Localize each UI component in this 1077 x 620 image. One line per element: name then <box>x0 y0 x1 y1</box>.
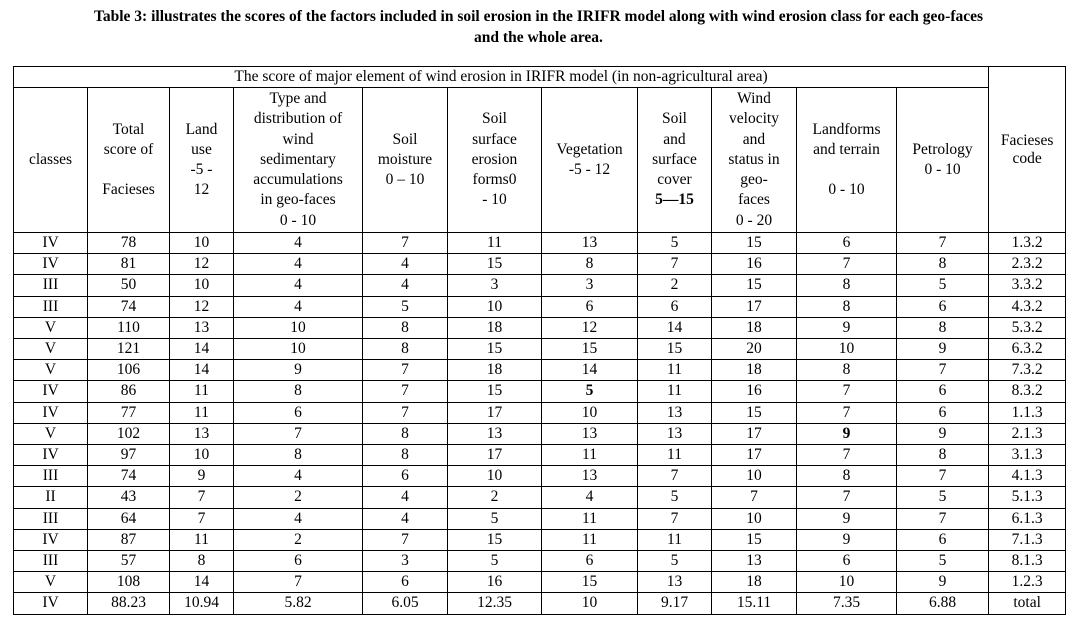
table-cell: 50 <box>88 275 170 296</box>
header-land-use-line: -5 - <box>190 161 213 178</box>
table-cell: 15 <box>448 529 542 550</box>
table-cell: 7 <box>363 529 448 550</box>
table-cell: 4 <box>363 254 448 275</box>
table-cell: 7 <box>234 572 363 593</box>
table-cell: 14 <box>170 572 234 593</box>
table-cell: 5 <box>448 551 542 572</box>
table-cell: 10 <box>448 296 542 317</box>
table-cell: 10.94 <box>170 593 234 614</box>
table-cell: IV <box>14 233 88 254</box>
table-cell: 5.3.2 <box>989 317 1066 338</box>
table-cell: 1.1.3 <box>989 402 1066 423</box>
table-cell: 11 <box>638 360 712 381</box>
table-cell: 8.3.2 <box>989 381 1066 402</box>
table-cell: 10 <box>712 466 797 487</box>
table-cell: 10 <box>234 317 363 338</box>
table-cell: 12.35 <box>448 593 542 614</box>
table-cell: 2 <box>638 275 712 296</box>
header-wind-velocity-line: faces <box>738 191 770 209</box>
table-cell: 4.1.3 <box>989 466 1066 487</box>
table-cell: 8 <box>170 551 234 572</box>
header-classes <box>14 88 88 233</box>
table-cell: 3 <box>542 275 638 296</box>
table-cell: 11 <box>170 381 234 402</box>
header-land-use <box>170 88 234 233</box>
table-cell: 7.35 <box>797 593 897 614</box>
table-cell: 6.1.3 <box>989 508 1066 529</box>
table-cell: 7 <box>638 466 712 487</box>
table-cell: 8 <box>897 254 989 275</box>
table-cell: 13 <box>638 402 712 423</box>
caption-line-2: and the whole area. <box>474 29 603 46</box>
table-row <box>14 402 1066 423</box>
header-soil-surface-erosion-line: forms0 <box>472 171 517 189</box>
table-cell: total <box>989 593 1066 614</box>
table-cell: 106 <box>88 360 170 381</box>
table-cell: 15 <box>448 339 542 360</box>
table-cell: 7 <box>797 402 897 423</box>
header-total-score-line: Facieses <box>102 181 155 199</box>
table-cell: V <box>14 423 88 444</box>
table-cell: 7 <box>897 508 989 529</box>
table-cell: 8 <box>234 445 363 466</box>
table-cell: 10 <box>797 572 897 593</box>
header-vegetation <box>542 88 638 233</box>
table-caption <box>0 6 1077 48</box>
header-sedimentary-accumulations <box>234 88 363 233</box>
header-facieses-code-line: code <box>1012 149 1042 167</box>
table-row <box>14 254 1066 275</box>
table-cell: 121 <box>88 339 170 360</box>
header-sedimentary-accumulations-line: sedimentary <box>260 150 336 168</box>
table-cell: 10 <box>797 339 897 360</box>
table-cell: 11 <box>170 529 234 550</box>
table-cell: 15.11 <box>712 593 797 614</box>
header-soil-moisture-line: 0 – 10 <box>385 171 425 189</box>
table-cell: 6 <box>234 551 363 572</box>
table-cell: 11 <box>638 529 712 550</box>
table-cell: 6 <box>897 296 989 317</box>
table-row <box>14 339 1066 360</box>
table-cell: 6 <box>797 233 897 254</box>
table-cell: 10 <box>170 275 234 296</box>
table-cell: 6 <box>542 296 638 317</box>
header-facieses-code-line: Facieses <box>1000 131 1054 149</box>
table-cell: 43 <box>88 487 170 508</box>
table-cell: III <box>14 296 88 317</box>
table-cell: 57 <box>88 551 170 572</box>
header-total-score-line: score of <box>103 140 154 158</box>
table-cell: 2.3.2 <box>989 254 1066 275</box>
table-cell: 3 <box>448 275 542 296</box>
table-cell: 7 <box>897 233 989 254</box>
table-cell: 11 <box>638 381 712 402</box>
header-petrology <box>897 88 989 233</box>
table-cell: 9 <box>797 423 897 444</box>
table-cell: 15 <box>448 381 542 402</box>
table-row <box>14 466 1066 487</box>
table-cell: II <box>14 487 88 508</box>
table-cell: 7 <box>363 402 448 423</box>
table-row <box>14 572 1066 593</box>
table-cell: 18 <box>712 572 797 593</box>
table-cell: 6 <box>363 466 448 487</box>
table-cell: 16 <box>712 381 797 402</box>
table-cell: 18 <box>448 317 542 338</box>
table-cell: 8 <box>797 296 897 317</box>
table-cell: V <box>14 317 88 338</box>
table-cell: 15 <box>712 402 797 423</box>
table-cell: 7 <box>363 233 448 254</box>
table-cell: 5.1.3 <box>989 487 1066 508</box>
table-cell: IV <box>14 529 88 550</box>
table-cell: 4 <box>234 233 363 254</box>
table-cell: 8 <box>363 339 448 360</box>
table-cell: 3.1.3 <box>989 445 1066 466</box>
table-cell: 13 <box>712 551 797 572</box>
header-wind-velocity-line: 0 - 20 <box>735 211 773 229</box>
table-cell: 88.23 <box>88 593 170 614</box>
table-cell: 17 <box>712 423 797 444</box>
header-petrology-line: 0 - 10 <box>924 161 961 178</box>
table-cell: 81 <box>88 254 170 275</box>
table-cell: 20 <box>712 339 797 360</box>
header-wind-velocity-line: Wind <box>737 90 771 108</box>
header-total-score <box>88 88 170 233</box>
table-cell: 86 <box>88 381 170 402</box>
header-soil-surface-erosion-line: Soil <box>482 110 507 128</box>
table-cell: 18 <box>712 317 797 338</box>
header-vegetation-line: Vegetation <box>556 140 623 158</box>
table-cell: 8 <box>363 423 448 444</box>
header-soil-moisture-line: moisture <box>377 150 433 168</box>
table-cell: 10 <box>542 593 638 614</box>
table-cell: V <box>14 339 88 360</box>
table-cell: 17 <box>712 445 797 466</box>
header-sedimentary-accumulations-line: Type and <box>269 90 327 108</box>
table-cell: 8 <box>897 445 989 466</box>
header-sedimentary-accumulations-line: in geo-faces <box>260 191 336 209</box>
table-cell: 10 <box>542 402 638 423</box>
header-soil-moisture-line: Soil <box>392 130 418 148</box>
table-cell: 12 <box>542 317 638 338</box>
table-cell: 4 <box>542 487 638 508</box>
header-soil-surface-erosion <box>448 88 542 233</box>
table-cell: 13 <box>542 423 638 444</box>
table-cell: 4 <box>234 466 363 487</box>
table-cell: 9 <box>797 508 897 529</box>
table-cell: 5 <box>448 508 542 529</box>
table-cell: 9 <box>897 572 989 593</box>
table-cell: 15 <box>448 254 542 275</box>
table-cell: 14 <box>170 339 234 360</box>
table-row <box>14 508 1066 529</box>
table-cell: 78 <box>88 233 170 254</box>
table-cell: 6.05 <box>363 593 448 614</box>
table-cell: 4 <box>363 275 448 296</box>
table-cell: 7 <box>234 423 363 444</box>
table-cell: 87 <box>88 529 170 550</box>
table-cell: 15 <box>712 529 797 550</box>
table-cell: III <box>14 275 88 296</box>
table-cell: 9.17 <box>638 593 712 614</box>
table-cell: 8 <box>897 317 989 338</box>
table-cell: 13 <box>448 423 542 444</box>
table-cell: 6 <box>897 402 989 423</box>
header-landforms-terrain-line: and terrain <box>813 140 880 158</box>
table-cell: 16 <box>448 572 542 593</box>
table-cell: 7 <box>638 508 712 529</box>
table-cell: 8 <box>797 466 897 487</box>
header-soil-surface-cover-line: cover <box>657 171 692 189</box>
table-cell: 17 <box>448 445 542 466</box>
table-cell: V <box>14 360 88 381</box>
table-cell: 97 <box>88 445 170 466</box>
table-cell: 14 <box>638 317 712 338</box>
table-cell: 5 <box>638 487 712 508</box>
table-cell: 77 <box>88 402 170 423</box>
table-cell: 5 <box>638 233 712 254</box>
table-cell: 7 <box>363 381 448 402</box>
table-cell: 4.3.2 <box>989 296 1066 317</box>
table-cell: 8 <box>363 445 448 466</box>
table-cell: 16 <box>712 254 797 275</box>
header-soil-surface-cover-line: and <box>663 130 686 148</box>
table-cell: 4 <box>234 254 363 275</box>
table-cell: 11 <box>542 445 638 466</box>
header-sedimentary-accumulations-line: wind <box>282 130 314 148</box>
table-cell: 6.3.2 <box>989 339 1066 360</box>
table-cell: 13 <box>638 572 712 593</box>
table-cell: 6 <box>638 296 712 317</box>
table-cell: 8 <box>234 381 363 402</box>
header-land-use-line: 12 <box>193 181 210 199</box>
table-cell: 108 <box>88 572 170 593</box>
table-cell: 6 <box>797 551 897 572</box>
table-cell: 13 <box>170 317 234 338</box>
table-cell: 7 <box>797 445 897 466</box>
table-row <box>14 445 1066 466</box>
table-row <box>14 233 1066 254</box>
table-cell: 13 <box>542 466 638 487</box>
table-cell: IV <box>14 445 88 466</box>
table-cell: 74 <box>88 296 170 317</box>
caption-line-1: Table 3: illustrates the scores of the factors included in soil erosion in the IRIFR model along with wind erosion class for each geo-faces <box>93 8 984 25</box>
table-cell: 7.1.3 <box>989 529 1066 550</box>
table-cell: 5 <box>897 275 989 296</box>
table-cell: 11 <box>638 445 712 466</box>
table-cell: 6 <box>363 572 448 593</box>
table-cell: 102 <box>88 423 170 444</box>
table-cell: 2 <box>234 487 363 508</box>
table-cell: 17 <box>448 402 542 423</box>
table-cell: 5 <box>363 296 448 317</box>
table-cell: 5.82 <box>234 593 363 614</box>
table-cell: 3 <box>363 551 448 572</box>
header-wind-velocity-line: geo- <box>740 171 768 189</box>
header-total-score-line: Total <box>112 120 145 138</box>
table-cell: IV <box>14 402 88 423</box>
table-cell: 15 <box>542 572 638 593</box>
header-soil-surface-cover <box>638 88 712 233</box>
table-cell: 7 <box>170 508 234 529</box>
header-facieses-code <box>989 67 1066 233</box>
table-cell: 5 <box>542 381 638 402</box>
header-vegetation-line: -5 - 12 <box>568 161 611 178</box>
header-soil-surface-erosion-line: surface <box>472 130 517 148</box>
table-cell: 9 <box>897 339 989 360</box>
table-cell: 8 <box>797 275 897 296</box>
table-cell: 110 <box>88 317 170 338</box>
table-cell: 17 <box>712 296 797 317</box>
table-cell: 15 <box>712 233 797 254</box>
table-cell: III <box>14 551 88 572</box>
table-row <box>14 317 1066 338</box>
table-cell: 64 <box>88 508 170 529</box>
table-cell: IV <box>14 593 88 614</box>
table-cell: 5 <box>897 551 989 572</box>
super-header: The score of major element of wind erosion in IRIFR model (in non-agricultural area) <box>14 67 989 88</box>
table-cell: 13 <box>170 423 234 444</box>
header-landforms-terrain-line <box>797 160 896 180</box>
table-cell: 4 <box>234 296 363 317</box>
table-cell: 10 <box>170 445 234 466</box>
table-cell: 18 <box>448 360 542 381</box>
table-cell: 8 <box>542 254 638 275</box>
table-cell: 3.3.2 <box>989 275 1066 296</box>
table-cell: 12 <box>170 296 234 317</box>
table-cell: 7.3.2 <box>989 360 1066 381</box>
table-cell: 15 <box>712 275 797 296</box>
table-cell: 12 <box>170 254 234 275</box>
table-cell: 9 <box>234 360 363 381</box>
table-cell: 15 <box>542 339 638 360</box>
table-cell: 4 <box>363 487 448 508</box>
table-cell: 5 <box>897 487 989 508</box>
header-land-use-line: use <box>191 140 212 158</box>
table-cell: 10 <box>448 466 542 487</box>
table-cell: 14 <box>542 360 638 381</box>
header-land-use-line: Land <box>185 120 218 138</box>
table-cell: 9 <box>897 423 989 444</box>
table-cell: 2 <box>448 487 542 508</box>
table-cell: 11 <box>170 402 234 423</box>
table-row <box>14 360 1066 381</box>
header-wind-velocity-line: and <box>742 130 766 148</box>
table-cell: 1.3.2 <box>989 233 1066 254</box>
table-cell: 7 <box>797 254 897 275</box>
table-cell: 7 <box>170 487 234 508</box>
table-cell: 15 <box>638 339 712 360</box>
table-cell: IV <box>14 254 88 275</box>
table-cell: 7 <box>712 487 797 508</box>
table-cell: 13 <box>542 233 638 254</box>
erosion-scores-table <box>13 66 1066 615</box>
table-cell: 2.1.3 <box>989 423 1066 444</box>
table-cell: 10 <box>170 233 234 254</box>
header-landforms-terrain-line: Landforms <box>812 120 881 138</box>
header-soil-surface-cover-line: Soil <box>662 110 687 128</box>
table-row <box>14 275 1066 296</box>
table-cell: 6 <box>234 402 363 423</box>
table-cell: 6 <box>897 529 989 550</box>
table-cell: 5 <box>638 551 712 572</box>
table-cell: 6 <box>897 381 989 402</box>
header-total-score-line <box>88 160 169 180</box>
table-cell: 7 <box>638 254 712 275</box>
header-wind-velocity-line: status in <box>728 150 780 168</box>
header-soil-surface-erosion-line: - 10 <box>482 191 507 209</box>
table-cell: 2 <box>234 529 363 550</box>
table-cell: 8.1.3 <box>989 551 1066 572</box>
header-wind-velocity-line: velocity <box>729 110 779 128</box>
table-cell: 7 <box>797 487 897 508</box>
table-cell: 74 <box>88 466 170 487</box>
table-cell: 11 <box>542 529 638 550</box>
table-cell: 11 <box>542 508 638 529</box>
table-cell: 8 <box>797 360 897 381</box>
table-row <box>14 487 1066 508</box>
header-soil-moisture <box>363 88 448 233</box>
table-cell: 7 <box>797 381 897 402</box>
table-cell: 10 <box>234 339 363 360</box>
table-cell: V <box>14 572 88 593</box>
table-cell: 9 <box>797 317 897 338</box>
table-row <box>14 423 1066 444</box>
table-cell: 7 <box>897 466 989 487</box>
total-row <box>14 593 1066 614</box>
table-cell: 7 <box>897 360 989 381</box>
table-cell: 13 <box>638 423 712 444</box>
header-sedimentary-accumulations-line: accumulations <box>253 171 343 189</box>
table-cell: 14 <box>170 360 234 381</box>
table-cell: 18 <box>712 360 797 381</box>
table-cell: 10 <box>712 508 797 529</box>
header-classes-line: classes <box>28 150 73 168</box>
table-cell: III <box>14 466 88 487</box>
header-sedimentary-accumulations-line: 0 - 10 <box>279 211 317 229</box>
header-petrology-line: Petrology <box>912 140 973 158</box>
table-cell: III <box>14 508 88 529</box>
table-cell: 9 <box>797 529 897 550</box>
table-cell: 4 <box>363 508 448 529</box>
header-soil-surface-erosion-line: erosion <box>471 150 518 168</box>
table-cell: IV <box>14 381 88 402</box>
table-row <box>14 296 1066 317</box>
table-cell: 1.2.3 <box>989 572 1066 593</box>
table-cell: 8 <box>363 317 448 338</box>
table-row <box>14 529 1066 550</box>
table-cell: 7 <box>363 360 448 381</box>
table-cell: 4 <box>234 275 363 296</box>
table-row <box>14 381 1066 402</box>
header-soil-surface-cover-line: surface <box>652 150 697 168</box>
table-cell: 11 <box>448 233 542 254</box>
header-sedimentary-accumulations-line: distribution of <box>253 110 343 128</box>
table-row <box>14 551 1066 572</box>
table-cell: 9 <box>170 466 234 487</box>
table-cell: 4 <box>234 508 363 529</box>
header-soil-surface-cover-line: 5—15 <box>655 191 694 209</box>
header-landforms-terrain <box>797 88 897 233</box>
header-landforms-terrain-line: 0 - 10 <box>828 181 865 199</box>
table-cell: 6.88 <box>897 593 989 614</box>
header-wind-velocity <box>712 88 797 233</box>
table-cell: 6 <box>542 551 638 572</box>
